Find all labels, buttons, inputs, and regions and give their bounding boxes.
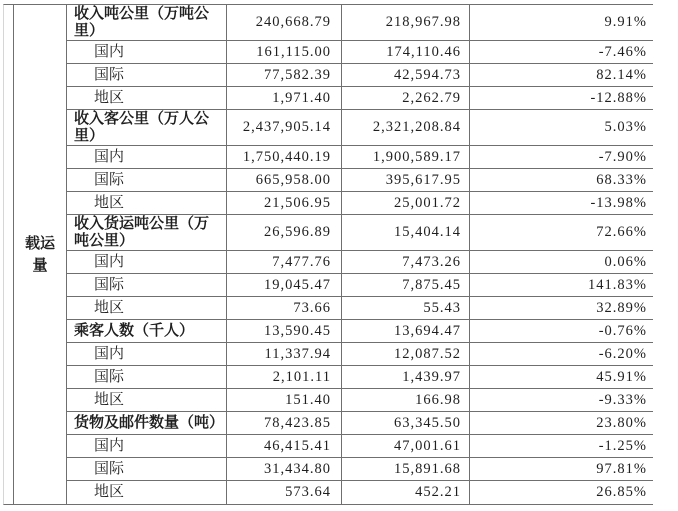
current-period-value-cell: 1,750,440.19	[227, 146, 342, 168]
row-label-cell: 地区	[67, 87, 227, 109]
prior-period-value-cell: 15,891.68	[342, 458, 470, 480]
sub-row	[67, 192, 653, 215]
row-label-cell: 国内	[67, 146, 227, 168]
row-label-cell: 收入吨公里（万吨公里）	[67, 5, 227, 40]
change-percent-cell: 72.66%	[596, 224, 647, 240]
prior-period-value-cell: 1,900,589.17	[342, 146, 470, 168]
current-period-value-cell: 73.66	[227, 297, 342, 319]
metric-row	[67, 110, 653, 146]
current-period-value-cell: 31,434.80	[227, 458, 342, 480]
current-period-value-cell: 161,115.00	[227, 41, 342, 63]
metric-row	[67, 412, 653, 435]
current-period-value-cell: 2,437,905.14	[227, 110, 342, 145]
row-label-cell: 地区	[67, 481, 227, 504]
row-label-cell: 国际	[67, 366, 227, 388]
prior-period-value-cell: 2,262.79	[342, 87, 470, 109]
row-label-cell: 收入货运吨公里（万吨公里）	[67, 215, 227, 250]
change-percent-cell: 23.80%	[596, 414, 647, 431]
prior-period-value-cell: 55.43	[342, 297, 470, 319]
metric-row	[67, 5, 653, 41]
change-percent-cell: -13.98%	[590, 194, 647, 211]
prior-period-value-cell: 13,694.47	[342, 320, 470, 342]
sub-row	[67, 169, 653, 192]
change-percent-cell: 0.06%	[604, 253, 647, 270]
change-percent-cell: 5.03%	[604, 119, 647, 135]
prior-period-value-cell: 7,473.26	[342, 251, 470, 273]
change-percent-cell: 32.89%	[596, 299, 647, 316]
row-label-cell: 乘客人数（千人）	[67, 320, 227, 342]
outer-spacer-column	[4, 5, 14, 504]
row-group-label: 载运量	[14, 5, 67, 504]
change-percent-cell: 141.83%	[588, 276, 647, 293]
current-period-value-cell: 240,668.79	[227, 5, 342, 40]
row-label-cell: 货物及邮件数量（吨）	[67, 412, 227, 434]
sub-row	[67, 458, 653, 481]
prior-period-value-cell: 12,087.52	[342, 343, 470, 365]
change-percent-cell: -1.25%	[598, 437, 647, 454]
row-label-cell: 地区	[67, 297, 227, 319]
prior-period-value-cell: 166.98	[342, 389, 470, 411]
change-percent-cell: 82.14%	[596, 66, 647, 83]
current-period-value-cell: 26,596.89	[227, 215, 342, 250]
current-period-value-cell: 19,045.47	[227, 274, 342, 296]
sub-row	[67, 435, 653, 458]
current-period-value-cell: 2,101.11	[227, 366, 342, 388]
prior-period-value-cell: 2,321,208.84	[342, 110, 470, 145]
current-period-value-cell: 7,477.76	[227, 251, 342, 273]
prior-period-value-cell: 42,594.73	[342, 64, 470, 86]
change-percent-cell: -7.46%	[598, 43, 647, 60]
metric-row	[67, 215, 653, 251]
metric-row	[67, 320, 653, 343]
change-percent-cell: -12.88%	[590, 89, 647, 106]
traffic-statistics-table	[3, 4, 653, 505]
row-label-cell: 地区	[67, 389, 227, 411]
prior-period-value-cell: 1,439.97	[342, 366, 470, 388]
sub-row	[67, 297, 653, 320]
current-period-value-cell: 573.64	[227, 481, 342, 504]
sub-row	[67, 41, 653, 64]
current-period-value-cell: 46,415.41	[227, 435, 342, 457]
current-period-value-cell: 13,590.45	[227, 320, 342, 342]
row-label-cell: 国内	[67, 251, 227, 273]
row-label-cell: 收入客公里（万人公里）	[67, 110, 227, 145]
change-percent-cell: -7.90%	[598, 148, 647, 165]
current-period-value-cell: 78,423.85	[227, 412, 342, 434]
sub-row	[67, 64, 653, 87]
prior-period-value-cell: 7,875.45	[342, 274, 470, 296]
sub-row	[67, 366, 653, 389]
prior-period-value-cell: 25,001.72	[342, 192, 470, 214]
sub-row	[67, 343, 653, 366]
prior-period-value-cell: 218,967.98	[342, 5, 470, 40]
current-period-value-cell: 1,971.40	[227, 87, 342, 109]
change-percent-cell: -6.20%	[598, 345, 647, 362]
row-label-cell: 国际	[67, 274, 227, 296]
sub-row	[67, 481, 653, 504]
current-period-value-cell: 11,337.94	[227, 343, 342, 365]
change-percent-cell: 9.91%	[604, 14, 647, 30]
change-percent-cell: 45.91%	[596, 368, 647, 385]
change-percent-cell: 68.33%	[596, 171, 647, 188]
change-percent-cell: 97.81%	[596, 460, 647, 477]
table-rows	[67, 5, 653, 504]
prior-period-value-cell: 63,345.50	[342, 412, 470, 434]
row-label-cell: 国际	[67, 169, 227, 191]
prior-period-value-cell: 47,001.61	[342, 435, 470, 457]
change-percent-cell: -0.76%	[598, 322, 647, 339]
sub-row	[67, 87, 653, 110]
sub-row	[67, 251, 653, 274]
row-label-cell: 国内	[67, 435, 227, 457]
row-label-cell: 国内	[67, 343, 227, 365]
change-percent-cell: 26.85%	[596, 484, 647, 500]
current-period-value-cell: 665,958.00	[227, 169, 342, 191]
row-label-cell: 国内	[67, 41, 227, 63]
prior-period-value-cell: 452.21	[342, 481, 470, 504]
prior-period-value-cell: 174,110.46	[342, 41, 470, 63]
row-label-cell: 国际	[67, 64, 227, 86]
change-percent-cell: -9.33%	[598, 391, 647, 408]
row-label-cell: 地区	[67, 192, 227, 214]
prior-period-value-cell: 15,404.14	[342, 215, 470, 250]
sub-row	[67, 389, 653, 412]
prior-period-value-cell: 395,617.95	[342, 169, 470, 191]
row-label-cell: 国际	[67, 458, 227, 480]
current-period-value-cell: 77,582.39	[227, 64, 342, 86]
sub-row	[67, 146, 653, 169]
sub-row	[67, 274, 653, 297]
current-period-value-cell: 151.40	[227, 389, 342, 411]
current-period-value-cell: 21,506.95	[227, 192, 342, 214]
